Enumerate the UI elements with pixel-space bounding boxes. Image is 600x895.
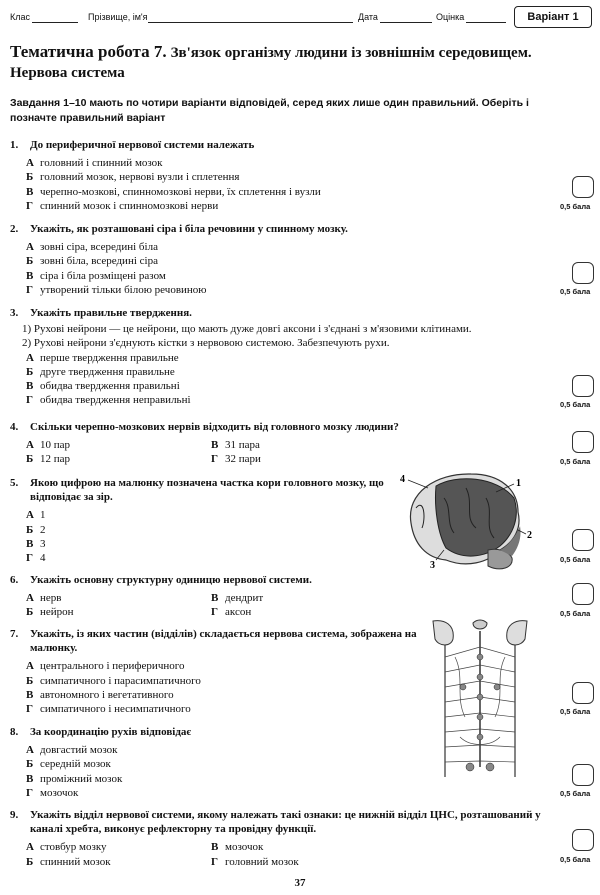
question-2: 2. Укажіть, як розташовані сіра і біла речовини у спинному мозку. А зовні сіра, всередині біла Б зовні біла, всередині сіра В сіра і біла розміщені разом Г утворений тільки білою речовиною [10, 222, 590, 297]
answer-box-5[interactable] [572, 529, 594, 551]
points-label: 0,5 бала [560, 707, 591, 716]
question-4: 4. Скільки черепно-мозкових нервів відходить від головного мозку людини? А 10 пар В 31 пара Б 12 пар Г 32 пари [10, 421, 399, 466]
page-title [10, 42, 595, 83]
question-text: Укажіть відділ нервової системи, якому належать такі ознаки: це нижній відділ ЦНС, розташований у каналі хребта, виконує рефлекторну та провідну функції. [30, 809, 541, 836]
option[interactable]: Г симпатичного і несимпатичного [26, 703, 191, 716]
statement: 1) Рухові нейрони — це нейрони, що мають дуже довгі аксони і з'єднані з м'язовими клітинами. [22, 323, 472, 336]
question-6: 6. Укажіть основну структурну одиницю нервової системи. А нерв В дендрит Б нейрон Г аксон [10, 573, 430, 620]
question-5: 5. Якою цифрою на малюнку позначена частка кори головного мозку, що відповідає за зір. А 1 Б 2 В 3 Г 4 [10, 476, 390, 565]
option[interactable]: Б друге твердження правильне [26, 365, 175, 378]
option[interactable]: Г спинний мозок і спинномозкові нерви [26, 199, 219, 212]
question-text: Скільки черепно-мозкових нервів відходить від головного мозку людини? [30, 421, 399, 433]
answer-box-2[interactable] [572, 262, 594, 284]
option[interactable]: Б 2 [26, 523, 46, 536]
question-text: Укажіть, як розташовані сіра і біла речовини у спинному мозку. [30, 223, 348, 235]
question-7: 7. Укажіть, із яких частин (відділів) складається нервова система, зображена на малюнку. А центрального і периферичного Б симпатичного і парасимпатичного В автономного і вегетативного Г симпатичного і несимпатичного [10, 627, 420, 716]
variant-badge: Варіант 1 [514, 6, 592, 28]
figure-label-4: 4 [400, 474, 405, 485]
question-9: 9. Укажіть відділ нервової системи, якому належать такі ознаки: це нижній відділ ЦНС, розташований у каналі хребта, виконує рефлекторну та провідну функції. А стовбур мозку В мозочок Б спинний мозок Г головний мозок [10, 808, 570, 869]
question-text: Укажіть основну структурну одиницю нервової системи. [30, 574, 312, 586]
date-field[interactable] [380, 22, 432, 23]
question-text: Укажіть, із яких частин (відділів) складається нервова система, зображена на малюнку. [30, 628, 417, 655]
points-label: 0,5 бала [560, 400, 591, 409]
grade-label: Оцінка [436, 12, 465, 22]
option[interactable]: В проміжний мозок [26, 772, 123, 785]
option[interactable]: Г обидва твердження неправильні [26, 394, 191, 407]
question-text: До периферичної нервової системи належать [30, 139, 255, 151]
title-topic: Зв'язок організму людини із зовнішнім середовищем. [170, 45, 532, 61]
question-number: 1. [10, 139, 19, 151]
option[interactable]: А довгастий мозок [26, 744, 118, 757]
brain-illustration [396, 468, 546, 576]
points-label: 0,5 бала [560, 789, 591, 798]
answer-box-8[interactable] [572, 764, 594, 786]
option[interactable]: А стовбур мозку [26, 841, 107, 854]
option[interactable]: Г утворений тільки білою речовиною [26, 283, 207, 296]
question-1 [10, 138, 590, 213]
option[interactable]: В 31 пара [211, 439, 260, 452]
option[interactable]: Г 32 пари [211, 453, 261, 466]
points-label: 0,5 бала [560, 287, 591, 296]
option[interactable]: Г мозочок [26, 786, 79, 799]
option[interactable]: Г головний мозок [211, 855, 299, 868]
points-label: 0,5 бала [560, 457, 591, 466]
option[interactable]: А 1 [26, 509, 46, 522]
option[interactable]: Б нейрон [26, 606, 74, 619]
answer-box-6[interactable] [572, 583, 594, 605]
option[interactable]: А 10 пар [26, 439, 71, 452]
option[interactable]: В черепно-мозкові, спинномозкові нерви, їх сплетення і вузли [26, 185, 321, 198]
option[interactable]: В 3 [26, 537, 46, 550]
name-field[interactable] [148, 22, 353, 23]
title-subtitle: Нервова система [10, 65, 125, 81]
option[interactable]: Б спинний мозок [26, 855, 111, 868]
page-number: 37 [294, 877, 306, 889]
statement: 2) Рухові нейрони з'єднують кістки з нервовою системою. Забезпечують рухи. [22, 337, 390, 350]
option[interactable]: В обидва твердження правильні [26, 380, 180, 393]
option[interactable]: В автономного і вегетативного [26, 688, 174, 701]
option[interactable]: А головний і спинний мозок [26, 157, 163, 170]
answer-box-9[interactable] [572, 829, 594, 851]
option[interactable]: Г 4 [26, 552, 46, 565]
nervous-system-illustration [425, 617, 535, 787]
answer-box-4[interactable] [572, 431, 594, 453]
class-label: Клас [10, 12, 30, 22]
points-label: 0,5 бала [560, 609, 591, 618]
option[interactable]: Б симпатичного і парасимпатичного [26, 674, 201, 687]
option[interactable]: А нерв [26, 592, 62, 605]
points-label: 0,5 бала [560, 202, 591, 211]
option[interactable]: Б середній мозок [26, 758, 111, 771]
figure-label-3: 3 [430, 560, 435, 571]
option[interactable]: В дендрит [211, 592, 264, 605]
figure-label-2: 2 [527, 530, 532, 541]
option[interactable]: В сіра і біла розміщені разом [26, 269, 166, 282]
figure-label-1: 1 [516, 478, 521, 489]
title-main: Тематична робота 7. [10, 42, 167, 61]
answer-box-7[interactable] [572, 682, 594, 704]
date-label: Дата [358, 12, 378, 22]
question-text: Якою цифрою на малюнку позначена частка кори головного мозку, що відповідає за зір. [30, 477, 384, 504]
grade-field[interactable] [466, 22, 506, 23]
option[interactable]: Г аксон [211, 606, 252, 619]
points-label: 0,5 бала [560, 555, 591, 564]
option[interactable]: В мозочок [211, 841, 264, 854]
question-8: 8. За координацію рухів відповідає А довгастий мозок Б середній мозок В проміжний мозок Г мозочок [10, 725, 420, 800]
question-text: Укажіть правильне твердження. [30, 307, 192, 319]
option[interactable]: А зовні сіра, всередині біла [26, 241, 158, 254]
option[interactable]: А перше твердження правильне [26, 351, 179, 364]
header-bar [8, 6, 592, 28]
option[interactable]: Б зовні біла, всередині сіра [26, 255, 158, 268]
question-text: За координацію рухів відповідає [30, 726, 192, 738]
answer-box-1[interactable] [572, 176, 594, 198]
option[interactable]: А центрального і периферичного [26, 660, 185, 673]
class-field[interactable] [32, 22, 78, 23]
question-3: 3. Укажіть правильне твердження. 1) Рухові нейрони — це нейрони, що мають дуже довгі аксони і з'єднані з м'язовими клітинами. 2) Рухові нейрони з'єднують кістки з нервовою системою. Забезпечують рухи. А перше твердження правильне Б друге твердження правильне В обидва твердження правильні Г обидва твердження неправильні [10, 306, 590, 407]
option[interactable]: Б головний мозок, нервові вузли і сплетення [26, 171, 240, 184]
option[interactable]: Б 12 пар [26, 453, 71, 466]
answer-box-3[interactable] [572, 375, 594, 397]
name-label: Прізвище, ім'я [88, 12, 148, 22]
points-label: 0,5 бала [560, 855, 591, 864]
instructions: Завдання 1–10 мають по чотири варіанти відповідей, серед яких лише один правильний. Оберіть і позначте правильний варіант [10, 97, 529, 124]
